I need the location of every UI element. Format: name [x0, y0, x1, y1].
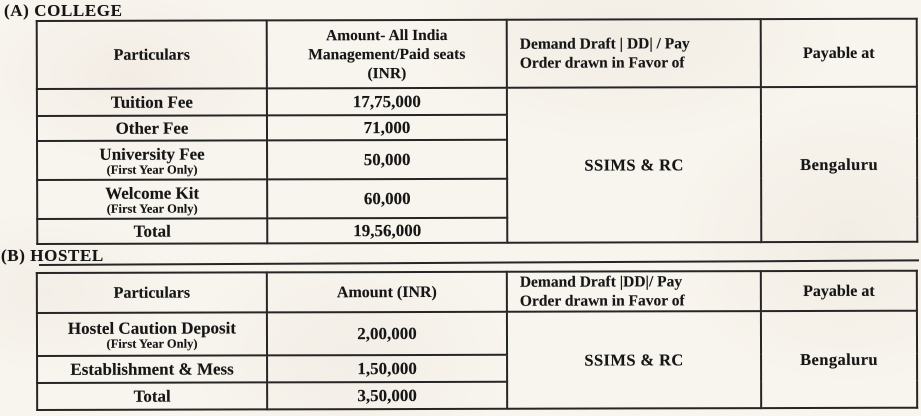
fee-label-cell — [37, 312, 267, 356]
header-label-line: Order drawn in Favor of — [519, 292, 685, 310]
fee-amount-cell: 50,000 — [267, 140, 507, 180]
fee-label-cell — [37, 88, 267, 116]
fee-amount-cell: 71,000 — [267, 115, 507, 141]
table-row — [37, 311, 917, 356]
fee-sublabel: (First Year Only) — [106, 336, 198, 351]
college-header-demand-draft — [507, 19, 761, 88]
fee-label: Establishment & Mess — [70, 359, 234, 379]
college-header-payable-at — [761, 19, 917, 87]
header-label: Amount (INR) — [336, 283, 437, 301]
fee-label: University Fee — [99, 144, 205, 164]
header-label: Payable at — [803, 282, 875, 300]
hostel-header-row — [37, 271, 917, 313]
fee-label: Tuition Fee — [110, 92, 193, 112]
college-header-amount — [267, 20, 507, 89]
header-label-line: Demand Draft | DD| / Pay — [519, 35, 690, 53]
fee-amount-cell: 3,50,000 — [267, 382, 507, 410]
fee-label: Total — [133, 386, 171, 406]
college-section-label: (A) COLLEGE — [4, 1, 123, 20]
fee-amount-cell: 2,00,000 — [267, 312, 507, 356]
hostel-fee-table — [36, 270, 918, 411]
header-label-line: Order drawn in Favor of — [519, 54, 685, 72]
fee-label-cell — [37, 355, 267, 383]
college-header-row — [37, 19, 917, 89]
fee-amount-cell: 1,50,000 — [267, 355, 507, 383]
favor-of-cell: SSIMS & RC — [507, 311, 761, 409]
fee-amount-cell: 19,56,000 — [267, 218, 507, 244]
fee-label-cell — [37, 382, 267, 410]
payable-at-cell: Bengaluru — [761, 87, 917, 242]
hostel-header-particulars — [37, 272, 267, 313]
header-label: Particulars — [113, 46, 191, 64]
hostel-section-underline — [39, 259, 919, 266]
fee-amount-cell: 60,000 — [267, 179, 507, 219]
hostel-header-amount — [267, 272, 507, 313]
header-label: Payable at — [802, 44, 875, 62]
fee-sublabel: (First Year Only) — [106, 201, 198, 216]
hostel-section-label: (B) HOSTEL — [1, 246, 104, 265]
header-label-line: Demand Draft |DD|/ Pay — [519, 273, 683, 291]
fee-label-cell — [37, 140, 267, 180]
fee-amount-cell: 17,75,000 — [267, 88, 507, 116]
table-row — [37, 87, 917, 116]
college-fee-table — [36, 18, 919, 245]
header-label: Particulars — [113, 284, 191, 302]
header-label-line: Amount- All India — [325, 26, 448, 44]
fee-label-cell — [37, 218, 267, 244]
fee-label: Total — [133, 221, 171, 241]
hostel-header-payable-at — [761, 271, 917, 311]
fee-label: Other Fee — [115, 118, 189, 138]
fee-label: Welcome Kit — [105, 183, 200, 203]
header-label-line: (INR) — [367, 64, 407, 82]
college-header-particulars — [37, 20, 267, 89]
favor-of-cell: SSIMS & RC — [507, 87, 761, 243]
fee-label-cell — [37, 115, 267, 141]
hostel-header-demand-draft — [507, 271, 761, 312]
fee-label-cell — [37, 179, 267, 219]
fee-label: Hostel Caution Deposit — [67, 317, 237, 338]
header-label-line: Management/Paid seats — [308, 45, 466, 63]
payable-at-cell: Bengaluru — [761, 311, 917, 408]
fee-sublabel: (First Year Only) — [106, 162, 198, 177]
